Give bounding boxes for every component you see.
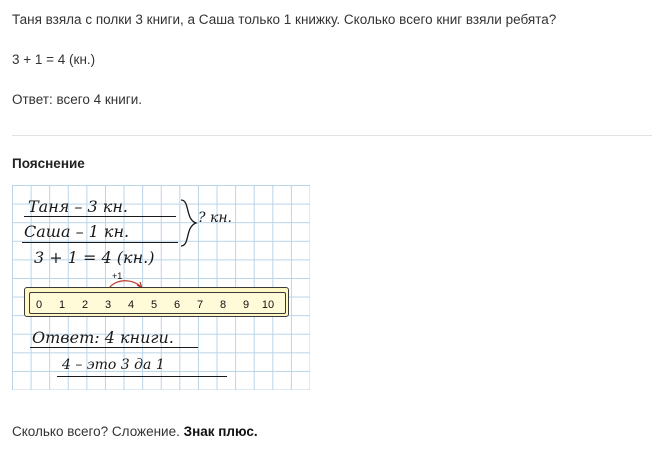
ruler-tick-6: 6 [173,299,181,311]
curly-brace-icon [180,199,198,247]
ruler-tick-7: 7 [196,299,204,311]
ruler-inner-frame [29,292,286,314]
figure-underline-2 [22,242,178,243]
figure-explain-line: 4 – это 3 да 1 [62,357,165,373]
figure-underline-3 [30,347,198,348]
explanation-figure [12,185,310,390]
figure-line-sasha: Саша – 1 кн. [24,222,130,241]
figure-line-tanya: Таня – 3 кн. [28,197,128,216]
footer-note [12,424,258,439]
ruler-tick-9: 9 [242,299,250,311]
footer-note-bold: Знак плюс. [183,424,258,439]
figure-underline-1 [24,216,176,217]
ruler-tick-3: 3 [104,299,112,311]
figure-brace-label: ? кн. [198,210,232,226]
figure-line-equation: 3 + 1 = 4 (кн.) [34,248,155,267]
ruler-tick-10: 10 [261,299,275,311]
footer-note-plain: Сколько всего? Сложение. [12,424,184,439]
arrow-plus-one-label: +1 [112,271,123,281]
answer-text: Ответ: всего 4 книги. [12,92,142,107]
figure-underline-4 [57,376,227,377]
ruler-tick-8: 8 [219,299,227,311]
number-line-ruler [24,287,289,317]
question-text: Таня взяла с полки 3 книги, а Саша только 1 книжку. Сколько всего книг взяли ребята? [12,12,557,27]
explanation-title: Пояснение [12,156,85,171]
ruler-tick-4: 4 [127,299,135,311]
ruler-tick-5: 5 [150,299,158,311]
ruler-tick-2: 2 [81,299,89,311]
figure-answer-line: Ответ: 4 книги. [32,328,174,347]
ruler-tick-1: 1 [58,299,66,311]
equation-text: 3 + 1 = 4 (кн.) [12,52,96,67]
ruler-tick-0: 0 [35,299,43,311]
